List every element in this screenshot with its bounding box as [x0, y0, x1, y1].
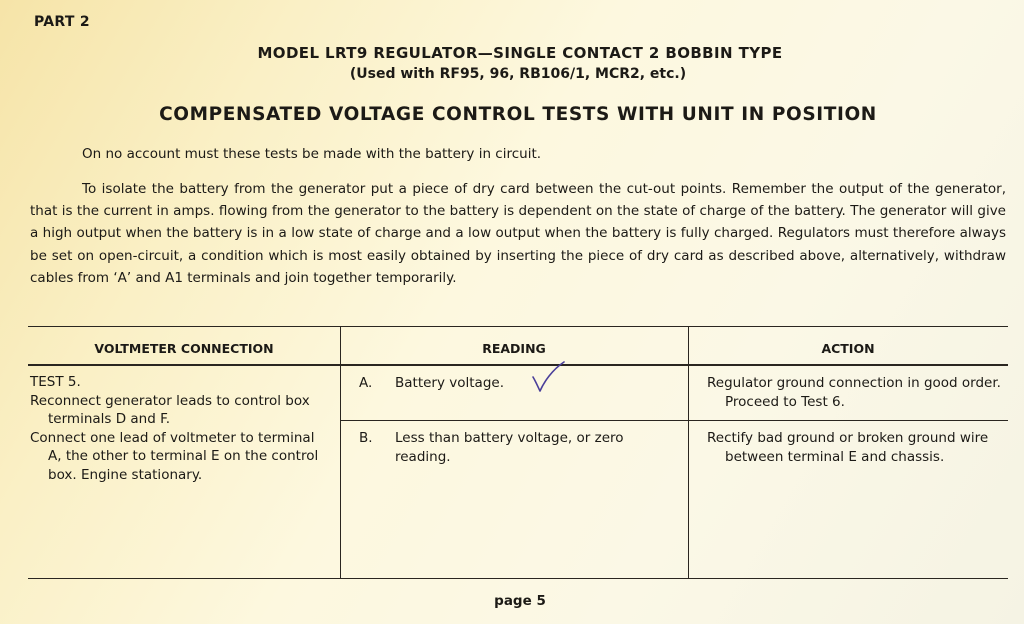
header-voltmeter-connection: VOLTMETER CONNECTION	[94, 341, 274, 356]
model-subtitle: (Used with RF95, 96, RB106/1, MCR2, etc.)	[349, 66, 687, 82]
table-bottom-rule	[28, 578, 1008, 579]
reading-a	[359, 374, 679, 393]
intro-paragraph: To isolate the battery from the generator put a piece of dry card between the cut-out points. Remember the output of the generator, that is the current in amps. flowing from the generator to the battery is dependent on the state of charge of the battery. The generator will give a high output when the battery is in a low state of charge and a low output when the battery is fully charged. Regulators must therefore always be set on open-circuit, a condition which is most easily obtained by inserting the piece of dry card as described above, alternatively, withdraw cables from ‘A’ and A1 terminals and join together temporarily.	[30, 181, 1006, 286]
column-divider-2	[688, 326, 689, 578]
reading-b-letter: B.	[359, 430, 373, 446]
reading-a-letter: A.	[359, 375, 373, 391]
model-title: MODEL LRT9 REGULATOR—SINGLE CONTACT 2 BOBBIN TYPE	[257, 44, 783, 62]
action-b: Rectify bad ground or broken ground wire between terminal E and chassis.	[707, 430, 989, 465]
header-reading: READING	[482, 341, 546, 356]
header-action: ACTION	[821, 341, 875, 356]
table-row-divider	[340, 420, 1008, 421]
section-heading: COMPENSATED VOLTAGE CONTROL TESTS WITH UNIT IN POSITION	[159, 104, 877, 125]
part-label: PART 2	[34, 14, 90, 30]
test-title: TEST 5.	[30, 374, 81, 390]
reading-a-text: Battery voltage.	[395, 375, 504, 391]
warning-note: On no account must these tests be made with the battery in circuit.	[82, 146, 542, 162]
reading-b-text: Less than battery voltage, or zero reading.	[395, 430, 624, 465]
check-mark-icon	[530, 360, 570, 396]
action-a: Regulator ground connection in good order. Proceed to Test 6.	[707, 375, 1001, 410]
table-header-rule	[28, 364, 1008, 366]
page-number: page 5	[494, 593, 546, 609]
test-step-2: Connect one lead of voltmeter to terminal A, the other to terminal E on the control box. Engine stationary.	[30, 429, 319, 483]
reading-b	[359, 429, 681, 466]
test-step-1: Reconnect generator leads to control box terminals D and F.	[30, 392, 310, 427]
test-instructions	[30, 373, 330, 484]
column-divider-1	[340, 326, 341, 578]
table-top-rule	[28, 326, 1008, 327]
